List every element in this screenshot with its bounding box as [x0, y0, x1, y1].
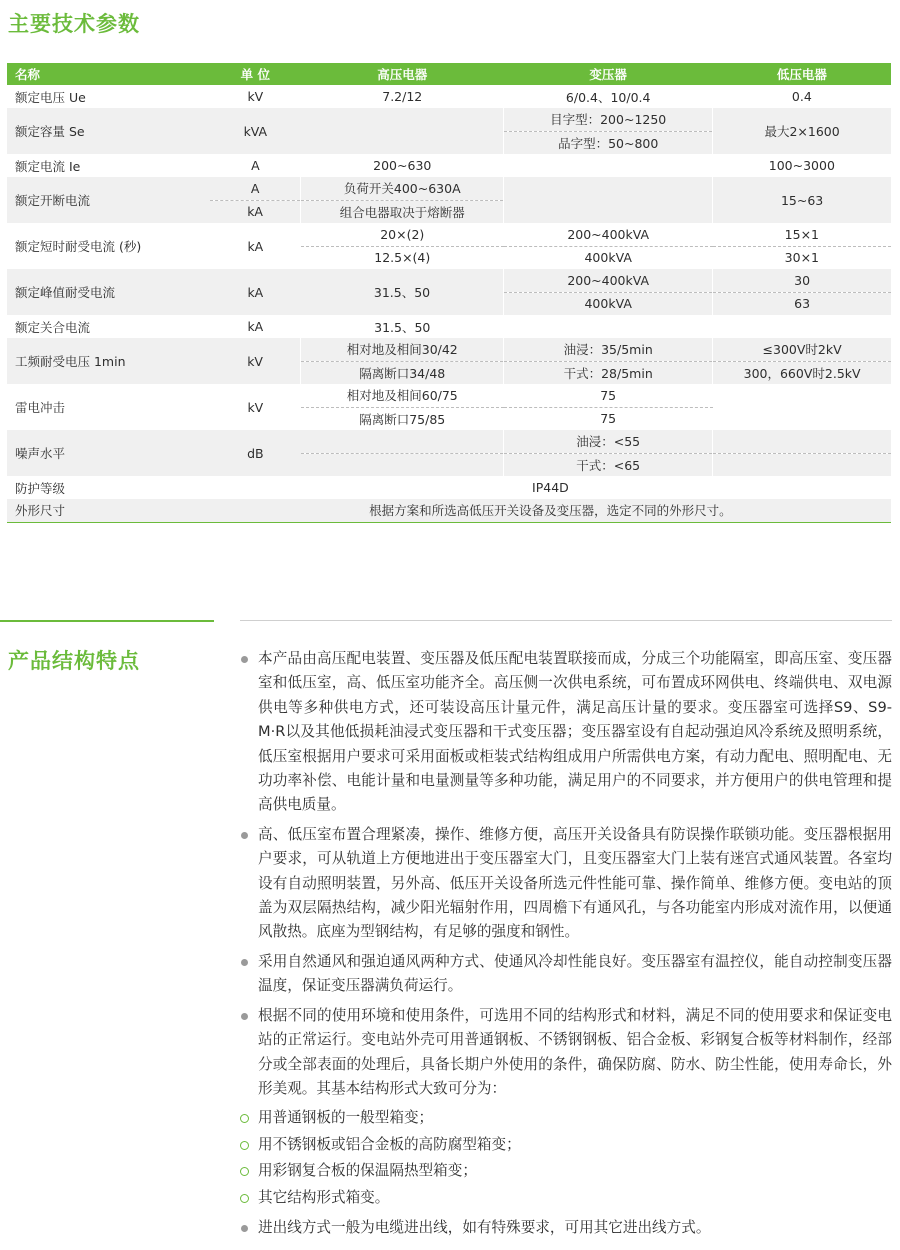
cell-hv: 隔离断口34/48: [301, 361, 504, 384]
cell-lv: ≤300V时2kV: [713, 338, 891, 361]
row-name: 外形尺寸: [7, 499, 210, 522]
cell-dimensions-value: 根据方案和所选高低压开关设备及变压器，选定不同的外形尺寸。: [210, 499, 891, 522]
row-unit: kA: [210, 269, 301, 315]
cell-transformer: 400kVA: [584, 250, 632, 266]
cell-transformer: 400kVA: [504, 292, 713, 315]
features-list: [240, 647, 892, 1245]
row-name: 工频耐受电压 1min: [7, 338, 210, 384]
cell-hv: 31.5、50: [301, 269, 504, 315]
cell-hv: 相对地及相间60/75: [301, 384, 504, 407]
row-name: 防护等级: [15, 480, 66, 496]
cell-transformer: 75: [600, 411, 617, 427]
list-item: 本产品由高压配电装置、变压器及低压配电装置联接而成，分成三个功能隔室，即高压室、变压器室和低压室，高、低压室功能齐全。高压侧一次供电系统，可布置成环网供电、终端供电、双电源供电等多种供电方式，还可装设高压计量元件，满足高压计量的要求。变压器室可选择S9、S9-M·R以及其他低损耗油浸式变压器和干式变压器；变压器室设有自起动强迫风冷系统及照明系统，低压室根据用户要求可采用面板或柜装式结构组成用户所需供电方案，有动力配电、照明配电、无功功率补偿、电能计量和电量测量等多种功能，满足用户的不同要求，并方便用户的供电管理和提高供电质量。: [240, 647, 892, 818]
spec-table: [7, 63, 891, 523]
cell-lv: 100~3000: [768, 158, 835, 173]
sub-list-item: 用彩钢复合板的保温隔热型箱变；: [240, 1159, 892, 1183]
cell-transformer: 品字型：50~800: [504, 131, 713, 154]
table-row: [7, 85, 891, 108]
section-divider: [240, 620, 892, 621]
cell-lv: 30×1: [784, 250, 820, 266]
cell-hv: 负荷开关400~630A: [301, 177, 504, 200]
cell-transformer: 目字型：200~1250: [504, 108, 713, 131]
cell-lv: [713, 453, 891, 476]
row-unit: kA: [247, 319, 264, 334]
cell-transformer: 干式：28/5min: [504, 361, 713, 384]
cell-transformer: [504, 177, 713, 223]
cell-transformer: 200~400kVA: [504, 223, 713, 246]
cell-hv: 200~630: [373, 158, 432, 173]
row-name: 额定电压 Ue: [15, 89, 86, 105]
row-name: 额定短时耐受电流 (秒): [15, 239, 142, 254]
row-unit: dB: [210, 430, 301, 476]
header-lv: 低压电器: [713, 63, 891, 85]
cell-hv: 20×(2): [301, 223, 504, 246]
table-row: [7, 223, 891, 246]
table-row: [7, 338, 891, 361]
table-row: [7, 384, 891, 407]
cell-hv: 相对地及相间30/42: [301, 338, 504, 361]
row-unit: A: [210, 177, 301, 200]
features-section-title: 产品结构特点: [8, 649, 140, 673]
cell-lv: [713, 430, 891, 453]
cell-lv: [713, 315, 891, 338]
row-name: 额定关合电流: [15, 319, 91, 335]
row-name: 额定开断电流: [7, 177, 210, 223]
row-unit: A: [251, 158, 260, 173]
cell-lv: 15~63: [713, 177, 891, 223]
table-row: [7, 108, 891, 131]
cell-hv: [301, 453, 504, 476]
row-unit: kVA: [210, 108, 301, 154]
header-name: 名称: [7, 63, 210, 85]
header-hv: 高压电器: [301, 63, 504, 85]
row-name: 额定容量 Se: [7, 108, 210, 154]
cell-hv: 12.5×(4): [374, 250, 431, 266]
cell-transformer: 200~400kVA: [504, 269, 713, 292]
sub-list-item: 用不锈钢板或铝合金板的高防腐型箱变；: [240, 1133, 892, 1157]
row-unit: kV: [247, 399, 264, 415]
cell-hv: [301, 430, 504, 453]
cell-lv: 15×1: [713, 223, 891, 246]
cell-transformer: 油浸：<55: [504, 430, 713, 453]
sub-list-item: 用普通钢板的一般型箱变；: [240, 1106, 892, 1130]
cell-transformer: 油浸：35/5min: [504, 338, 713, 361]
table-row: [7, 430, 891, 453]
list-item: 高、低压室布置合理紧凑，操作、维修方便，高压开关设备具有防误操作联锁功能。变压器根据用户要求，可从轨道上方便地进出于变压器室大门，且变压器室大门上装有迷宫式通风装置。各室均设有自动照明装置，另外高、低压开关设备所选元件性能可靠、操作简单、维修方便。变电站的顶盖为双层隔热结构，减少阳光辐射作用，四周檐下有通风孔，与各功能室内形成对流作用，以便通风散热。底座为型钢结构，有足够的强度和钢性。: [240, 823, 892, 945]
row-unit: kA: [247, 238, 264, 254]
cell-hv: 组合电器取决于熔断器: [301, 200, 504, 223]
list-item: 采用自然通风和强迫通风两种方式、使通风冷却性能良好。变压器室有温控仪，能自动控制变压器温度，保证变压器满负荷运行。: [240, 950, 892, 999]
spec-section-title: 主要技术参数: [8, 12, 140, 36]
section-divider-accent: [0, 620, 214, 622]
cell-protection-value: IP44D: [532, 480, 569, 495]
cell-hv: 7.2/12: [382, 89, 423, 104]
table-row: [7, 269, 891, 292]
row-name: 额定峰值耐受电流: [7, 269, 210, 315]
row-name: 额定电流 Ie: [15, 158, 81, 174]
cell-hv: 隔离断口75/85: [359, 411, 446, 427]
table-row: [7, 315, 891, 338]
table-row: [7, 177, 891, 200]
table-row: [7, 476, 891, 499]
sub-list-item: 其它结构形式箱变。: [240, 1186, 892, 1210]
cell-hv: [301, 108, 504, 154]
row-name: 噪声水平: [7, 430, 210, 476]
cell-transformer: [504, 315, 713, 338]
cell-lv: 最大2×1600: [713, 108, 891, 154]
cell-transformer: 75: [504, 384, 713, 407]
table-row: [7, 499, 891, 522]
cell-transformer: 干式：<65: [504, 453, 713, 476]
cell-lv: 30: [713, 269, 891, 292]
header-transformer: 变压器: [504, 63, 713, 85]
list-item: 根据不同的使用环境和使用条件，可选用不同的结构形式和材料，满足不同的使用要求和保证变电站的正常运行。变电站外壳可用普通钢板、不锈钢钢板、铝合金板、彩钢复合板等材料制作，经部分或全部表面的处理后，具备长期户外使用的条件，确保防腐、防水、防尘性能，使用寿命长，外形美观。其基本结构形式大致可分为：: [240, 1004, 892, 1102]
row-unit: kV: [210, 338, 301, 384]
header-unit: 单 位: [210, 63, 301, 85]
row-unit: kV: [247, 89, 264, 104]
cell-hv: 31.5、50: [374, 319, 431, 335]
cell-lv: 63: [713, 292, 891, 315]
row-name: 雷电冲击: [15, 400, 66, 415]
cell-transformer: 6/0.4、10/0.4: [565, 89, 651, 105]
list-item: 进出线方式一般为电缆进出线，如有特殊要求，可用其它进出线方式。: [240, 1216, 892, 1240]
cell-lv: 300，660V时2.5kV: [713, 361, 891, 384]
row-unit: kA: [210, 200, 301, 223]
cell-lv: [713, 384, 891, 430]
table-row: [7, 154, 891, 177]
cell-transformer: [504, 154, 713, 177]
cell-lv: 0.4: [791, 89, 812, 104]
table-header-row: [7, 63, 891, 85]
